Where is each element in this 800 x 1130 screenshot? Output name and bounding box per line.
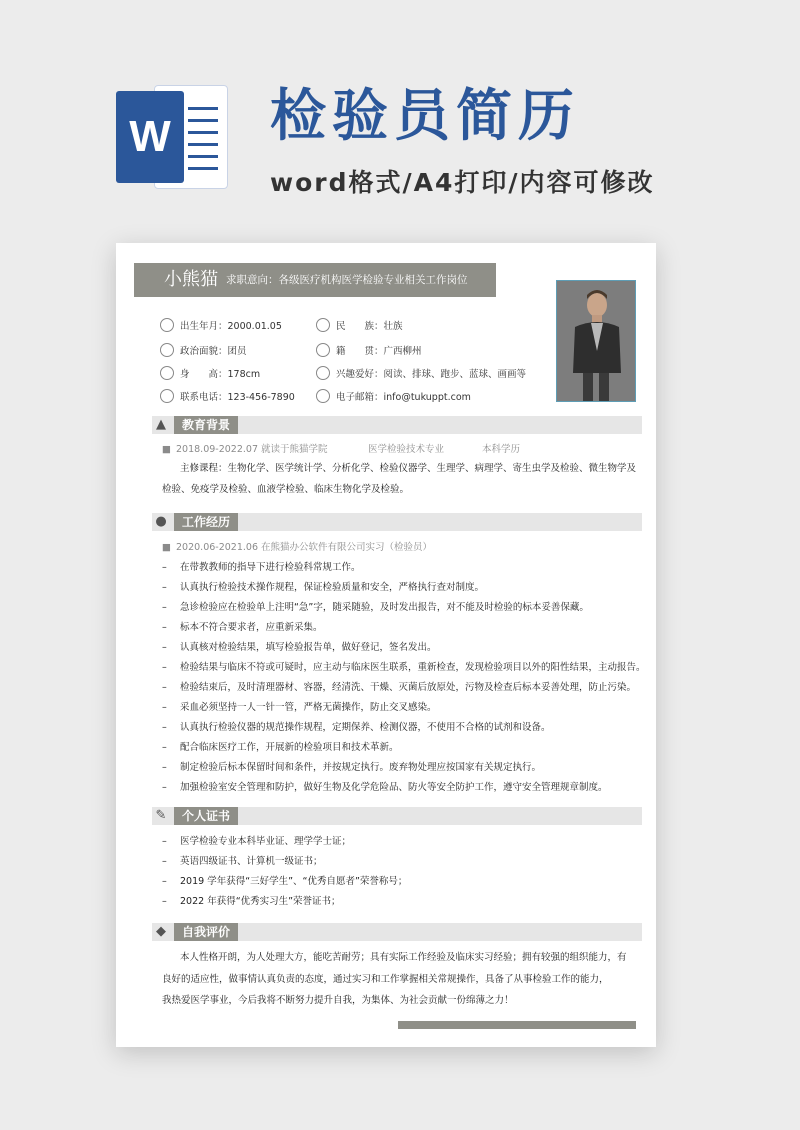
work-duty-item: – 认真核对检验结果，填写检验报告单，做好登记，签名发出。 <box>162 642 437 653</box>
work-duty-item: – 在带教教师的指导下进行检验科常规工作。 <box>162 562 361 573</box>
cert-item: – 医学检验专业本科毕业证、理学学士证； <box>162 836 352 847</box>
footer-bar <box>398 1021 636 1029</box>
education-header <box>152 416 642 434</box>
work-duty-item: – 制定检验后标本保留时间和条件，并按规定执行。废弃物处理应按国家有关规定执行。 <box>162 762 542 773</box>
work-duty-item: – 认真执行检验技术操作规程，保证检验质量和安全，严格执行查对制度。 <box>162 582 485 593</box>
name-bar <box>134 263 496 297</box>
info-ethnicity: 民 族：壮族 <box>316 318 403 334</box>
info-origin: 籍 贯：广西柳州 <box>316 343 422 359</box>
resume-sheet <box>116 243 656 1047</box>
promo-title: 检验员简历 <box>270 84 580 149</box>
education-period: 2018.09-2022.07 就读于熊猫学院 <box>176 444 328 455</box>
user-icon: ● <box>155 514 167 529</box>
education-title: 教育背景 <box>174 416 238 434</box>
person-icon <box>316 343 330 357</box>
ruler-icon <box>160 366 174 380</box>
info-hobby: 兴趣爱好：阅读、排球、跑步、蓝球、画画等 <box>316 366 526 382</box>
education-row: ■ 2018.09-2022.07 就读于熊猫学院 <box>162 444 328 455</box>
shield-icon: ◆ <box>156 924 166 939</box>
education-courses-2: 检验、免疫学及检验、血液学检验、临床生物化学及检验。 <box>162 484 410 495</box>
calendar-icon <box>160 318 174 332</box>
candidate-name: 小熊猫 <box>164 269 218 290</box>
education-courses-1: 主修课程：生物化学、医学统计学、分析化学、检验仪器学、生理学、病理学、寄生虫学及检验、微生物学及 <box>180 463 637 474</box>
word-badge: W <box>116 91 184 183</box>
profile-photo <box>556 280 636 402</box>
cert-item: – 英语四级证书、计算机一级证书； <box>162 856 323 867</box>
work-duty-item: – 采血必须坚持一人一针一管，严格无菌操作，防止交叉感染。 <box>162 702 437 713</box>
evaluation-line-1: 本人性格开朗，为人处理大方，能吃苦耐劳；具有实际工作经验及临床实习经验；拥有较强的组织能力，有 <box>180 952 627 963</box>
education-major: 医学检验技术专业 <box>368 444 445 455</box>
work-period: 2020.06-2021.06 在熊猫办公软件有限公司实习（检验员） <box>176 542 433 553</box>
info-birth: 出生年月：2000.01.05 <box>160 318 282 334</box>
evaluation-header <box>152 923 642 941</box>
info-height: 身 高：178cm <box>160 366 260 382</box>
info-politics: 政治面貌：团员 <box>160 343 247 359</box>
job-intent: 求职意向：各级医疗机构医学检验专业相关工作岗位 <box>226 274 468 286</box>
work-duty-item: – 急诊检验应在检验单上注明“急”字，随采随验，及时发出报告，对不能及时检验的标本妥善保藏。 <box>162 602 589 613</box>
heart-icon <box>316 366 330 380</box>
certs-header <box>152 807 642 825</box>
evaluation-line-3: 我热爱医学事业，今后我将不断努力提升自我，为集体、为社会贡献一份绵薄之力！ <box>162 995 514 1006</box>
work-duty-item: – 加强检验室安全管理和防护，做好生物及化学危险品、防火等安全防护工作，遵守安全管理规章制度。 <box>162 782 608 793</box>
work-duty-item: – 认真执行检验仪器的规范操作规程，定期保养、检测仪器，不使用不合格的试剂和设备。 <box>162 722 551 733</box>
cert-item: – 2022 年获得“优秀实习生”荣誉证书； <box>162 896 341 907</box>
evaluation-line-2: 良好的适应性，做事情认真负责的态度，通过实习和工作掌握相关常规操作，具备了从事检验工作的能力， <box>162 974 609 985</box>
graduation-cap-icon: ▲ <box>156 417 166 432</box>
info-email: 电子邮箱：info@tukuppt.com <box>316 389 471 405</box>
work-title: 工作经历 <box>174 513 238 531</box>
info-phone: 联系电话：123-456-7890 <box>160 389 295 405</box>
certs-title: 个人证书 <box>174 807 238 825</box>
flag-icon <box>160 343 174 357</box>
work-duty-item: – 检验结果与临床不符或可疑时，应主动与临床医生联系，重新检查，发现检验项目以外的阳性结果，主动报告。 <box>162 662 646 673</box>
word-logo-icon <box>116 85 228 189</box>
work-header <box>152 513 642 531</box>
work-duty-item: – 配合临床医疗工作，开展新的检验项目和技术革新。 <box>162 742 399 753</box>
promo-subtitle: word格式/A4打印/内容可修改 <box>270 168 655 197</box>
cert-item: – 2019 学年获得“三好学生”、“优秀自愿者”荣誉称号； <box>162 876 408 887</box>
work-duty-item: – 检验结束后，及时清理器材、容器，经清洗、干燥、灭菌后放原处，污物及检查后标本妥善处理，防止污染。 <box>162 682 637 693</box>
work-period-row: ■ 2020.06-2021.06 在熊猫办公软件有限公司实习（检验员） <box>162 542 433 553</box>
certificate-icon: ✎ <box>155 808 167 823</box>
work-duty-item: – 标本不符合要求者，应重新采集。 <box>162 622 323 633</box>
evaluation-title: 自我评价 <box>174 923 238 941</box>
location-icon <box>316 318 330 332</box>
education-degree: 本科学历 <box>482 444 521 455</box>
phone-icon <box>160 389 174 403</box>
mail-icon <box>316 389 330 403</box>
